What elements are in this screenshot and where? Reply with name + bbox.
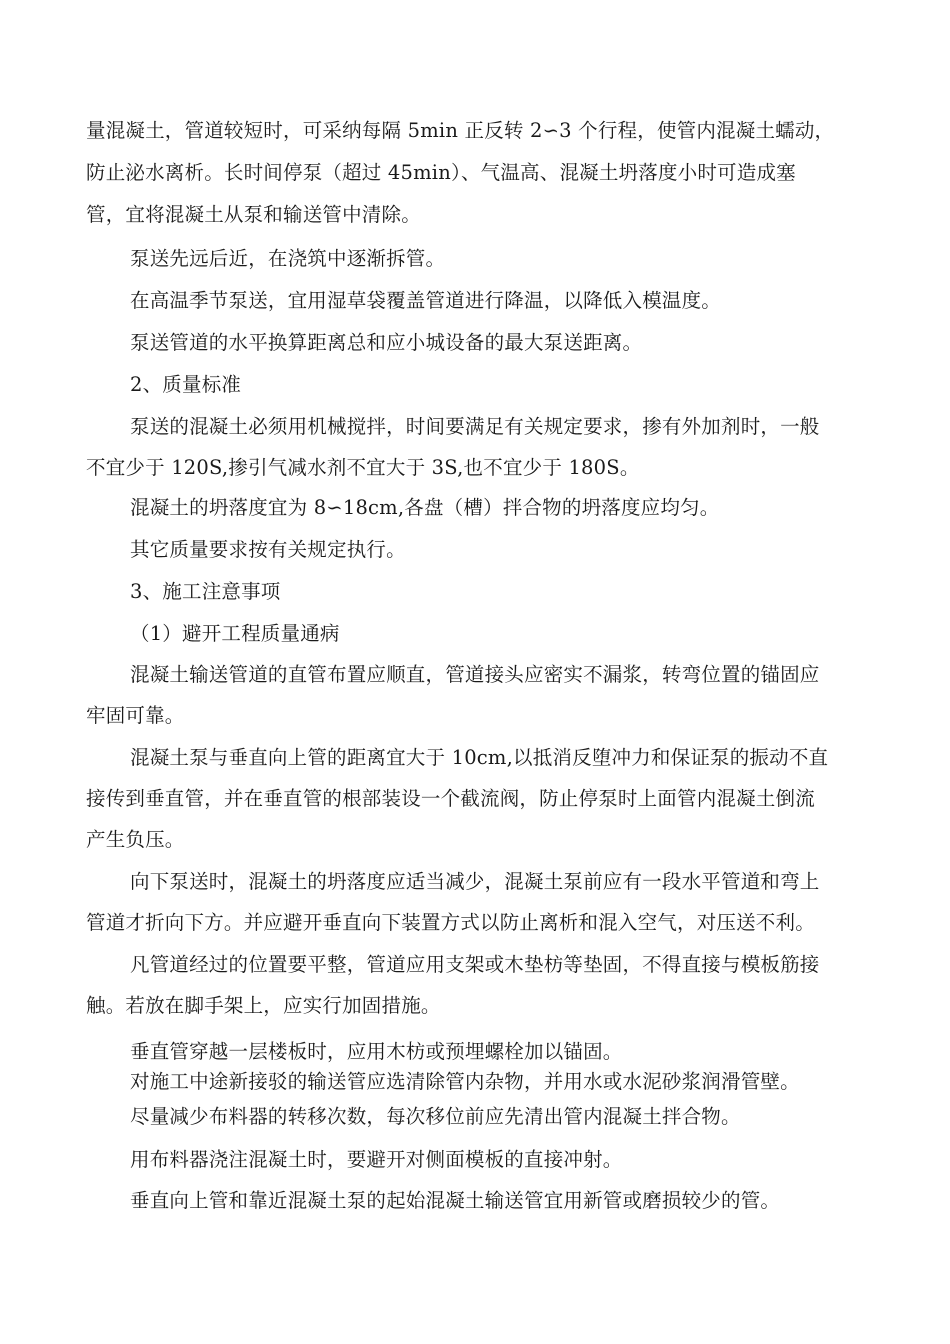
text-line: 管，宜将混凝土从泵和输送管中清除。 xyxy=(86,203,421,226)
text-line: 垂直向上管和靠近混凝土泵的起始混凝土输送管宜用新管或磨损较少的管。 xyxy=(130,1189,781,1212)
text-line: 混凝土泵与垂直向上管的距离宜大于 10cm,以抵消反堕冲力和保证泵的振动不直 xyxy=(130,746,829,769)
text-line: 凡管道经过的位置要平整，管道应用支架或木垫枋等垫固，不得直接与模板筋接 xyxy=(130,953,820,976)
text-line: 防止泌水离析。长时间停泵（超过 45min）、气温高、混凝土坍落度小时可造成塞 xyxy=(86,161,796,184)
text-line: 用布料器浇注混凝土时，要避开对侧面模板的直接冲射。 xyxy=(130,1148,623,1171)
text-line: 触。若放在脚手架上，应实行加固措施。 xyxy=(86,994,441,1017)
text-line: 在高温季节泵送，宜用湿草袋覆盖管道进行降温，以降低入模温度。 xyxy=(130,289,722,312)
text-line: 管道才折向下方。并应避开垂直向下装置方式以防止离析和混入空气，对压送不利。 xyxy=(86,911,815,934)
text-line: 泵送的混凝土必须用机械搅拌，时间要满足有关规定要求，掺有外加剂时，一般 xyxy=(130,415,820,438)
text-line: 产生负压。 xyxy=(86,828,185,851)
text-line: 接传到垂直管，并在垂直管的根部装设一个截流阀，防止停泵时上面管内混凝土倒流 xyxy=(86,787,815,810)
text-line: 混凝土输送管道的直管布置应顺直，管道接头应密实不漏浆，转弯位置的锚固应 xyxy=(130,663,820,686)
text-line: 其它质量要求按有关规定执行。 xyxy=(130,538,406,561)
section-heading: 2、质量标准 xyxy=(130,373,242,396)
subsection-heading: （1）避开工程质量通病 xyxy=(130,622,340,645)
text-line: 不宜少于 120S,掺引气减水剂不宜大于 3S,也不宜少于 180S。 xyxy=(86,456,640,479)
section-heading: 3、施工注意事项 xyxy=(130,580,281,603)
text-line: 泵送管道的水平换算距离总和应小城设备的最大泵送距离。 xyxy=(130,331,643,354)
text-line: 量混凝土，管道较短时，可采纳每隔 5min 正反转 2∽3 个行程，使管内混凝土蠕动， xyxy=(86,119,835,142)
text-line: 向下泵送时，混凝土的坍落度应适当减少，混凝土泵前应有一段水平管道和弯上 xyxy=(130,870,820,893)
text-line: 尽量减少布料器的转移次数，每次移位前应先清出管内混凝土拌合物。 xyxy=(130,1105,741,1128)
text-line: 泵送先远后近，在浇筑中逐渐拆管。 xyxy=(130,247,446,270)
text-line: 对施工中途新接驳的输送管应选清除管内杂物，并用水或水泥砂浆润滑管壁。 xyxy=(130,1070,800,1093)
text-line: 混凝土的坍落度宜为 8∽18cm,各盘（槽）拌合物的坍落度应均匀。 xyxy=(130,496,720,519)
text-line: 牢固可靠。 xyxy=(86,704,185,727)
text-line: 垂直管穿越一层楼板时，应用木枋或预埋螺栓加以锚固。 xyxy=(130,1040,623,1063)
